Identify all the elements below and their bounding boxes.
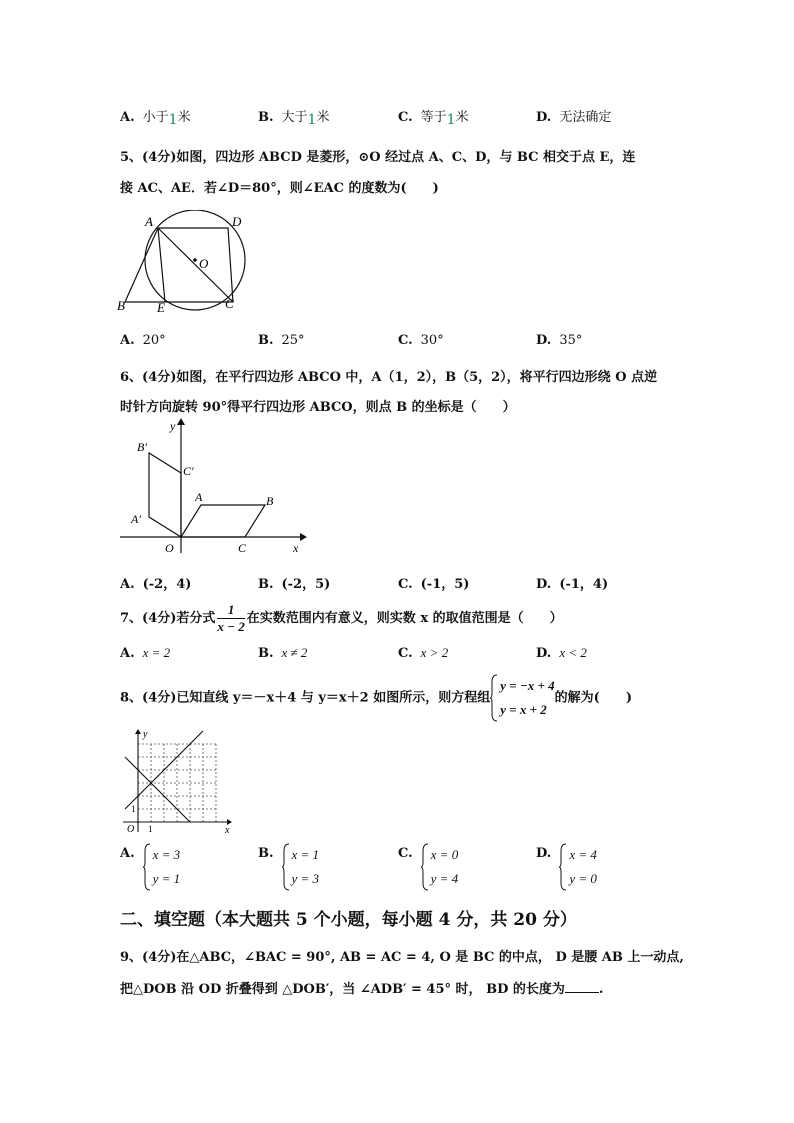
q6-x-arrow	[300, 533, 307, 541]
q6-figure	[115, 415, 310, 560]
q5-figure	[115, 210, 255, 315]
q5-label-c: C	[225, 296, 234, 311]
q5-center-dot	[193, 258, 197, 262]
q5-label-e: E	[157, 300, 165, 315]
q8-label-y: y	[143, 729, 148, 740]
q6-label-c-prime: C′	[183, 464, 194, 478]
q4-option-c: C. 等于1米	[398, 110, 469, 128]
q9-answer-blank[interactable]	[565, 980, 599, 993]
q6-y-arrow	[177, 418, 185, 425]
q5-stem-line2: 接 AC、AE．若∠D＝80°，则∠EAC 的度数为( )	[120, 181, 439, 196]
q5-label-o: O	[199, 256, 209, 271]
q5-label-b: B	[117, 298, 125, 313]
q4-option-b: B. 大于1米	[258, 110, 330, 128]
q5-segment-ae	[158, 228, 165, 302]
q5-segment-ac	[158, 228, 233, 302]
q5-option-b: B. 25°	[258, 333, 305, 348]
q7-stem: 7、(4分)若分式 $\frac{1}{x - 2}$ 在实数范围内有意义，则实数 x 的取值范围是（ ）	[120, 602, 563, 634]
q8-equation-system: y = −x + 4 y = x + 2	[490, 674, 554, 722]
q6-stem-line1: 6、(4分)如图，在平行四边形 ABCO 中，A（1，2），B（5，2），将平行四边形绕 O 点逆	[120, 370, 658, 385]
q7-fraction: $\frac{1}{x - 2}$	[217, 602, 245, 634]
q6-label-o: O	[165, 541, 174, 555]
q8-label-one-y: 1	[131, 804, 136, 814]
q6-label-a-prime: A′	[131, 512, 141, 526]
q6-parallelogram-rotated	[149, 453, 181, 537]
q9-line2: 把△DOB 沿 OD 折叠得到 △DOB′，当 ∠ADB′ = 45° 时， BD 的长度为 .	[120, 982, 604, 997]
q8-label-one-x: 1	[148, 824, 153, 834]
q6-option-d: D. (-1，4)	[536, 577, 609, 592]
q6-option-c: C. (-1，5)	[398, 577, 470, 592]
q5-label-a: A	[145, 214, 153, 229]
q8-stem: 8、(4分)已知直线 y＝－x＋4 与 y＝x＋2 如图所示，则方程组 y = −x + 4 y = x + 2 的解为( )	[120, 674, 632, 722]
q6-stem-line2: 时针方向旋转 90°得平行四边形 ABCO，则点 B 的坐标是（ ）	[120, 400, 516, 415]
q8-figure	[115, 728, 240, 836]
q5-rhombus	[125, 228, 233, 302]
q8-option-a: A. x = 3 y = 1	[120, 843, 180, 891]
q7-option-c: C. x > 2	[398, 645, 449, 661]
q6-option-a: A. (-2，4)	[120, 577, 192, 592]
q6-label-b-prime: B′	[137, 440, 147, 454]
q8-option-b: B. x = 1 y = 3	[258, 843, 319, 891]
q8-label-o: O	[127, 824, 135, 835]
q8-option-c: C. x = 0 y = 4	[398, 843, 458, 891]
q5-option-d: D. 35°	[536, 333, 583, 348]
q5-label-d: D	[232, 214, 242, 229]
q8-option-d: D. x = 4 y = 0	[536, 843, 597, 891]
q5-option-a: A. 20°	[120, 333, 166, 348]
q7-option-a: A. x = 2	[120, 645, 171, 661]
section-2-heading: 二、填空题（本大题共 5 个小题，每小题 4 分，共 20 分）	[120, 910, 577, 930]
q5-stem-line1: 5、(4分)如图，四边形 ABCD 是菱形，⊙O 经过点 A、C、D，与 BC 相交于点 E，连	[120, 150, 636, 165]
q7-option-b: B. x ≠ 2	[258, 645, 308, 661]
q5-option-c: C. 30°	[398, 333, 444, 348]
q6-option-b: B. (-2，5)	[258, 577, 331, 592]
q6-label-a: A	[195, 490, 203, 504]
q4-option-a: A. 小于1米	[120, 110, 191, 128]
q4-option-d: D. 无法确定	[536, 110, 612, 125]
q6-label-c: C	[238, 541, 247, 555]
q6-label-y: y	[170, 419, 176, 433]
q9-line1: 9、(4分)在△ABC，∠BAC = 90°, AB = AC = 4, O 是 BC 的中点， D 是腰 AB 上一动点,	[120, 950, 684, 965]
q8-label-x: x	[225, 825, 230, 836]
q6-parallelogram-abco	[181, 505, 265, 537]
q6-label-x: x	[293, 541, 299, 555]
q7-option-d: D. x < 2	[536, 645, 587, 661]
q8-y-arrow	[135, 729, 141, 734]
q6-label-b: B	[266, 494, 274, 508]
